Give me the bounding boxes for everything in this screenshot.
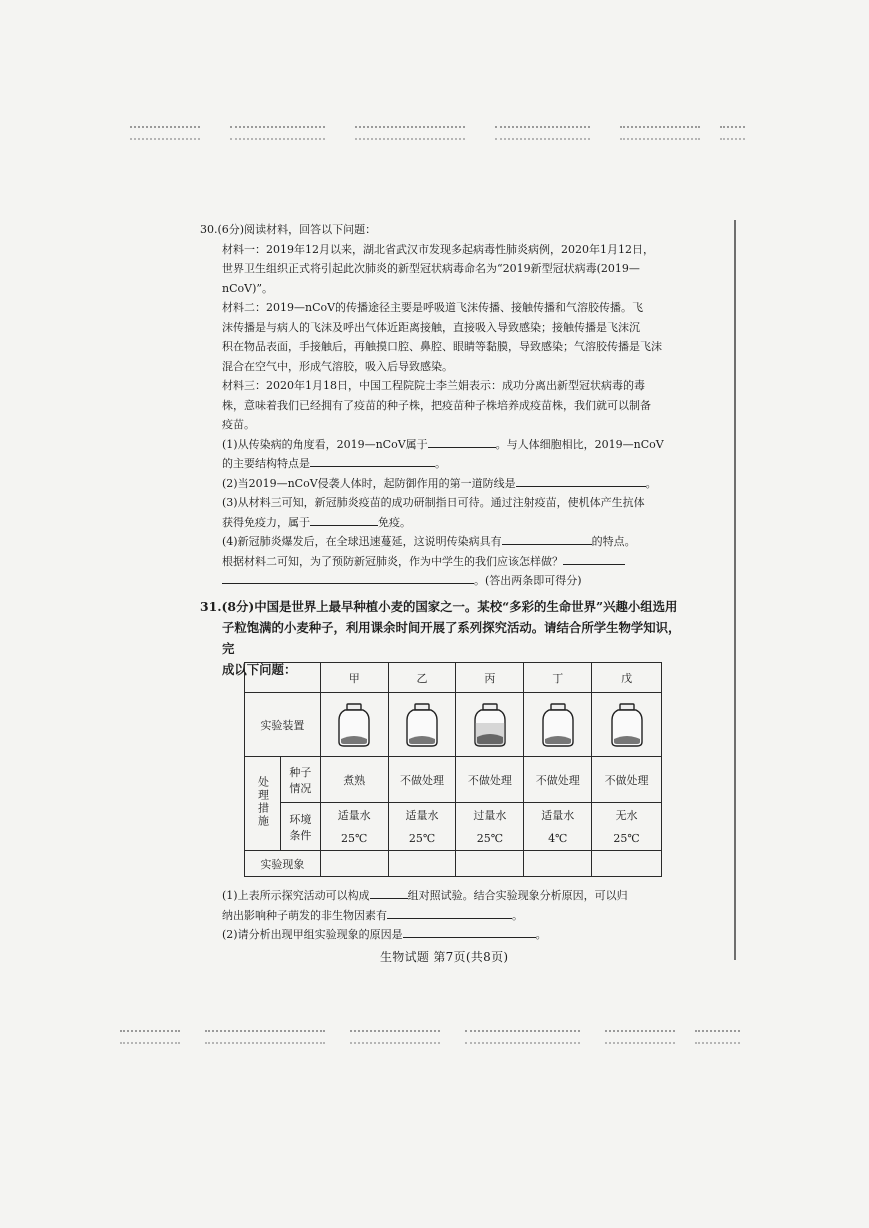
- temp-cell: 25℃: [592, 827, 662, 851]
- q30-sub1-cont: 的主要结构特点是 。: [200, 454, 692, 474]
- q30-sub4-cont: 根据材料二可知，为了预防新冠肺炎，作为中学生的我们应该怎样做？: [200, 552, 692, 572]
- group-header: 乙: [388, 663, 456, 693]
- q30-material2-line2: 沫传播是与病人的飞沫及呼出气体近距离接触，直接吸入导致感染；接触传播是飞沫沉: [222, 320, 640, 334]
- jar-icon: [609, 703, 645, 747]
- phenomenon-cell[interactable]: [456, 851, 524, 877]
- water-cell: 过量水: [456, 803, 524, 827]
- q30-sub2: (2)当2019—nCoV侵袭人体时，起防御作用的第一道防线是 。: [200, 474, 692, 494]
- q31-sub1-cont: 纳出影响种子萌发的非生物因素有 。: [200, 906, 700, 926]
- answer-blank[interactable]: [370, 886, 408, 899]
- q30-header: 30.(6分)阅读材料，回答以下问题：: [200, 223, 377, 236]
- q31-sub1: (1)上表所示探究活动可以构成 组对照试验。结合实验现象分析原因，可以归: [200, 886, 700, 906]
- jar-cell: [524, 693, 592, 757]
- answer-blank[interactable]: [502, 532, 592, 545]
- temp-cell: 25℃: [320, 827, 388, 851]
- phenomenon-cell[interactable]: [524, 851, 592, 877]
- jar-cell: [320, 693, 388, 757]
- jar-cell: [456, 693, 524, 757]
- q31-sub2: (2)请分析出现甲组实验现象的原因是 。: [200, 925, 700, 945]
- q30-sub3-cont: 获得免疫力，属于 免疫。: [200, 513, 692, 533]
- q30-material1-line2: 世界卫生组织正式将引起此次肺炎的新型冠状病毒命名为“2019新型冠状病毒(2019—: [222, 262, 640, 275]
- q30-sub4: (4)新冠肺炎爆发后，在全球迅速蔓延，这说明传染病具有 的特点。: [200, 532, 692, 552]
- q30-sub3: (3)从材料三可知，新冠肺炎疫苗的成功研制指日可待。通过注射疫苗，使机体产生抗体: [222, 496, 645, 509]
- scan-noise-bottom: [120, 1022, 750, 1056]
- water-cell: 适量水: [524, 803, 592, 827]
- q30-material2-line1: 材料二：2019—nCoV的传播途径主要是呼吸道飞沫传播、接触传播和气溶胶传播。飞: [222, 301, 644, 314]
- temp-cell: 4℃: [524, 827, 592, 851]
- answer-blank[interactable]: [387, 906, 512, 919]
- row-label-phenomenon: 实验现象: [245, 851, 321, 877]
- group-header: 甲: [320, 663, 388, 693]
- q31-header-line1: 31.(8分)中国是世界上最早种植小麦的国家之一。某校“多彩的生命世界”兴趣小组选用: [200, 598, 678, 614]
- jar-icon: [404, 703, 440, 747]
- water-cell: 适量水: [388, 803, 456, 827]
- row-label-device: 实验装置: [245, 693, 321, 757]
- page-footer: 生物试题 第7页(共8页): [380, 950, 509, 964]
- answer-blank[interactable]: [403, 925, 536, 938]
- row-label-seed: 种子 情况: [280, 757, 320, 803]
- q31-header-line2: 子粒饱满的小麦种子，利用课余时间开展了系列探究活动。请结合所学生物学知识，完: [222, 619, 681, 656]
- q31-questions: [200, 886, 700, 945]
- jar-icon: [540, 703, 576, 747]
- row-label-treatment: 处理措施: [245, 757, 281, 851]
- jar-icon: [336, 703, 372, 747]
- group-header: 戊: [592, 663, 662, 693]
- q30-material3-line1: 材料三：2020年1月18日，中国工程院院士李兰娟表示：成功分离出新型冠状病毒的毒: [222, 379, 645, 392]
- phenomenon-cell[interactable]: [388, 851, 456, 877]
- group-header: 丙: [456, 663, 524, 693]
- jar-cell: [388, 693, 456, 757]
- jar-cell: [592, 693, 662, 757]
- row-label-env: 环境 条件: [280, 803, 320, 851]
- phenomenon-cell[interactable]: [592, 851, 662, 877]
- water-cell: 适量水: [320, 803, 388, 827]
- q30-material2-line3: 积在物品表面，手接触后，再触摸口腔、鼻腔、眼睛等黏膜，导致感染；气溶胶传播是飞沫: [222, 340, 662, 353]
- experiment-table: [244, 662, 662, 877]
- answer-blank[interactable]: [222, 571, 474, 584]
- temp-cell: 25℃: [388, 827, 456, 851]
- q31-header-line3: 成以下问题：: [222, 661, 297, 677]
- water-cell: 无水: [592, 803, 662, 827]
- group-header: 丁: [524, 663, 592, 693]
- answer-blank[interactable]: [516, 474, 646, 487]
- answer-blank[interactable]: [428, 435, 496, 448]
- temp-cell: 25℃: [456, 827, 524, 851]
- q30-material1-line3: nCoV)”。: [222, 281, 273, 295]
- q30-material2-line4: 混合在空气中，形成气溶胶，吸入后导致感染。: [222, 359, 453, 373]
- phenomenon-cell[interactable]: [320, 851, 388, 877]
- table-corner: [245, 663, 321, 693]
- seed-cell: 煮熟: [320, 757, 388, 803]
- seed-cell: 不做处理: [592, 757, 662, 803]
- q30-material3-line3: 疫苗。: [222, 418, 255, 431]
- q30-sub4-end: 。(答出两条即可得分): [200, 571, 692, 591]
- seed-cell: 不做处理: [456, 757, 524, 803]
- scan-noise-top: [120, 118, 750, 144]
- q30-material3-line2: 株，意味着我们已经拥有了疫苗的种子株，把疫苗种子株培养成疫苗株，我们就可以制备: [222, 398, 651, 412]
- jar-icon: [472, 703, 508, 747]
- seed-cell: 不做处理: [388, 757, 456, 803]
- seed-cell: 不做处理: [524, 757, 592, 803]
- page-right-rule: [734, 220, 736, 960]
- q30-sub1: (1)从传染病的角度看，2019—nCoV属于 。与人体细胞相比，2019—nCoV: [200, 435, 692, 455]
- page-content: [200, 220, 692, 680]
- answer-blank[interactable]: [310, 513, 378, 526]
- q30-material1-line1: 材料一：2019年12月以来，湖北省武汉市发现多起病毒性肺炎病例，2020年1月12日，: [222, 242, 654, 256]
- answer-blank[interactable]: [310, 454, 435, 467]
- answer-blank[interactable]: [563, 552, 625, 565]
